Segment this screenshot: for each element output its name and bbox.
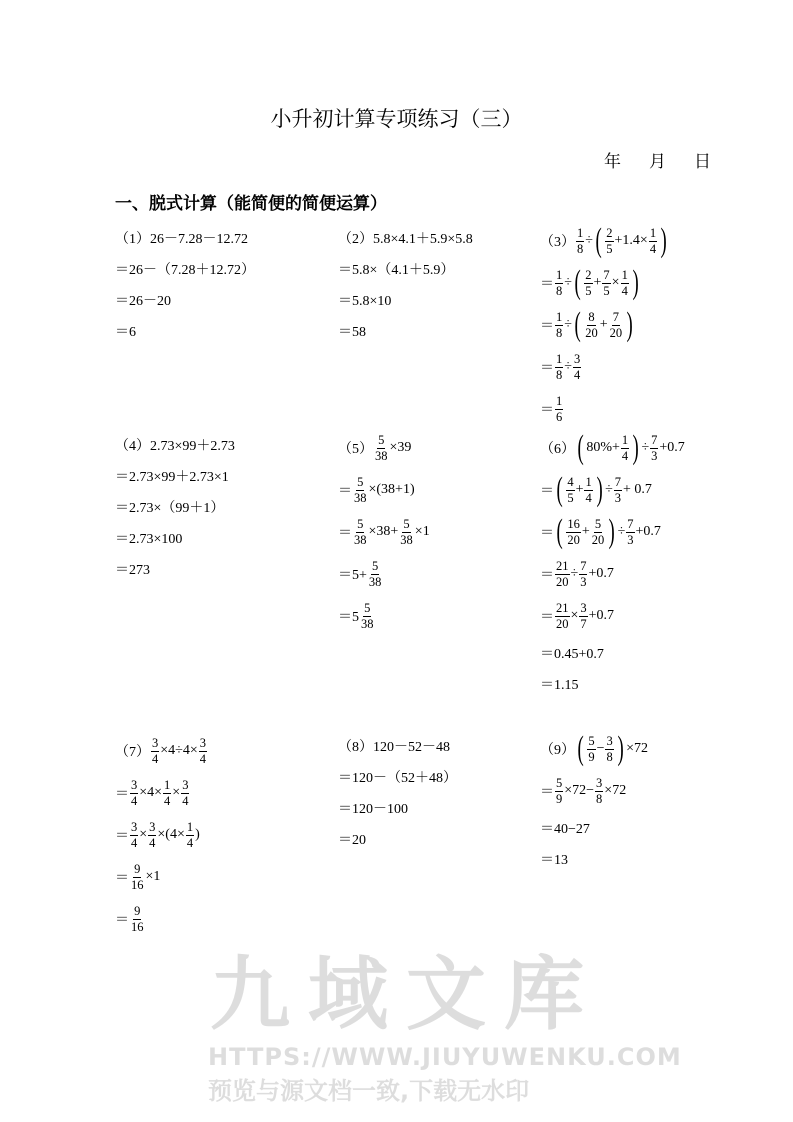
numerator: 3	[149, 819, 156, 834]
denominator: 20	[585, 325, 598, 340]
solution-step	[540, 427, 685, 469]
solution-step	[338, 427, 430, 469]
solution-step	[115, 284, 255, 315]
solution-step	[115, 772, 208, 814]
fraction	[130, 778, 138, 809]
watermark-url: HTTPS://WWW.JIUYUWENKU.COM	[208, 1043, 682, 1071]
numerator: 7	[603, 267, 610, 282]
expr-text: （7）	[115, 745, 150, 760]
numerator: 1	[556, 309, 563, 324]
denominator: 4	[149, 835, 156, 850]
denominator: 38	[368, 574, 382, 589]
numerator: 3	[131, 819, 138, 834]
expr-text: +0.7	[659, 440, 685, 455]
solution-step	[115, 856, 208, 898]
expr-text: ×1	[414, 524, 430, 539]
problem-7	[115, 730, 208, 940]
expr-text: ×	[139, 827, 148, 842]
expr-text: ＝6	[115, 324, 136, 340]
denominator: 8	[606, 749, 613, 764]
denominator: 4	[621, 283, 628, 298]
date-year: 年	[604, 152, 621, 172]
expr-text: ＝	[115, 787, 129, 802]
expr-text: ＝5.8×（4.1＋5.9）	[338, 262, 455, 278]
denominator: 20	[556, 574, 569, 589]
solution-step	[540, 553, 685, 595]
numerator: 3	[596, 775, 603, 790]
expr-text: ×72	[626, 741, 648, 756]
solution-step	[115, 730, 208, 772]
numerator: 5	[403, 516, 410, 531]
expr-text: 80%+	[586, 440, 620, 455]
denominator: 4	[131, 835, 138, 850]
expr-text: ＝	[540, 785, 554, 800]
expr-text: ＝58	[338, 324, 366, 340]
solution-step	[540, 728, 648, 770]
fraction	[595, 776, 603, 807]
numerator: 1	[649, 225, 657, 240]
solution-step	[115, 522, 235, 553]
fraction	[130, 820, 138, 851]
problem-5	[338, 427, 430, 637]
solution-step	[115, 429, 235, 460]
expr-text: +0.7	[588, 566, 614, 581]
fraction	[555, 352, 563, 383]
denominator: 16	[131, 877, 144, 892]
right-paren: )	[617, 730, 624, 767]
right-paren: )	[626, 306, 633, 343]
solution-step	[540, 595, 685, 637]
expr-text: +0.7	[635, 524, 661, 539]
denominator: 7	[580, 616, 587, 631]
expr-text: ＝2.73×（99＋1）	[115, 500, 225, 516]
expr-text: ÷	[641, 440, 650, 455]
solution-step	[115, 460, 235, 491]
numerator: 3	[131, 777, 138, 792]
problem-6	[540, 427, 685, 699]
numerator: 1	[556, 351, 563, 366]
numerator: 5	[378, 432, 385, 447]
solution-step	[540, 469, 685, 511]
denominator: 4	[186, 835, 194, 850]
denominator: 38	[354, 490, 367, 505]
expr-text: （4）2.73×99＋2.73	[115, 438, 235, 454]
fraction	[621, 433, 629, 464]
solution-step	[338, 595, 430, 637]
solution-step	[115, 814, 208, 856]
expr-text: ÷	[564, 275, 572, 290]
fraction	[576, 226, 584, 257]
denominator: 3	[614, 490, 621, 505]
denominator: 4	[199, 751, 206, 766]
fraction	[579, 559, 587, 590]
numerator: 9	[134, 861, 141, 876]
solution-step	[338, 823, 457, 854]
denominator: 4	[131, 793, 138, 808]
solution-step	[115, 491, 235, 522]
numerator: 5	[588, 733, 595, 748]
paren-group	[554, 473, 605, 507]
expr-text: ＝26－（7.28＋12.72）	[115, 262, 255, 278]
denominator: 4	[182, 793, 189, 808]
fraction	[555, 310, 563, 341]
expr-text: ＝5	[338, 610, 359, 625]
fraction	[591, 517, 606, 548]
fraction	[353, 517, 368, 548]
solution-step	[540, 637, 685, 668]
expr-text: ＝	[540, 319, 554, 334]
fraction	[555, 394, 563, 425]
denominator: 3	[651, 448, 658, 463]
fraction	[199, 736, 207, 767]
expr-text: （5）	[338, 442, 373, 457]
fraction	[602, 268, 610, 299]
denominator: 3	[627, 532, 634, 547]
expr-text: ＝	[115, 871, 129, 886]
expr-text: ×	[611, 275, 620, 290]
expr-text: ÷	[605, 482, 613, 497]
solution-step	[115, 553, 235, 584]
numerator: 9	[134, 903, 141, 918]
paren-group	[572, 266, 641, 300]
solution-step	[115, 315, 255, 346]
solution-step	[540, 388, 669, 430]
problem-4	[115, 429, 235, 584]
right-paren: )	[632, 429, 639, 466]
expr-text: ＝40−27	[540, 821, 590, 837]
numerator: 1	[621, 267, 628, 282]
expr-text: ×72	[604, 783, 627, 798]
numerator: 4	[567, 474, 574, 489]
solution-step	[540, 220, 669, 262]
expr-text: ×(4×	[157, 827, 185, 842]
fraction	[186, 820, 194, 851]
expr-text: ×4×	[139, 785, 163, 800]
denominator: 20	[567, 532, 580, 547]
denominator: 5	[585, 283, 592, 298]
expr-text: ＝	[338, 484, 352, 499]
numerator: 2	[585, 267, 592, 282]
fraction	[555, 776, 563, 807]
problem-3	[540, 220, 669, 430]
numerator: 1	[556, 393, 563, 408]
solution-step	[115, 898, 208, 940]
expr-text: （3）	[540, 235, 575, 250]
denominator: 4	[585, 490, 592, 505]
left-paren: (	[556, 471, 563, 508]
problem-8	[338, 730, 457, 854]
fraction	[555, 559, 570, 590]
numerator: 7	[614, 474, 621, 489]
denominator: 38	[400, 532, 413, 547]
denominator: 38	[354, 532, 367, 547]
fraction	[566, 517, 581, 548]
expr-text: ＝20	[338, 832, 366, 848]
expr-text: ＝	[540, 568, 554, 583]
numerator: 3	[606, 733, 613, 748]
problem-1	[115, 222, 255, 346]
fraction	[151, 736, 159, 767]
left-paren: (	[556, 513, 563, 550]
expr-text: ＝0.45+0.7	[540, 646, 604, 662]
expr-text: ×38+	[368, 524, 399, 539]
numerator: 5	[556, 775, 563, 790]
expr-text: ＝	[115, 829, 129, 844]
expr-text: ×72−	[564, 783, 595, 798]
fraction	[609, 310, 624, 341]
watermark-note: 预览与源文档一致,下载无水印	[208, 1077, 530, 1105]
fraction	[374, 433, 389, 464]
numerator: 8	[588, 309, 595, 324]
denominator: 8	[596, 791, 603, 806]
expr-text: ＝	[338, 526, 352, 541]
solution-step	[338, 553, 430, 595]
numerator: 7	[580, 558, 587, 573]
right-paren: )	[596, 471, 603, 508]
left-paren: (	[574, 264, 581, 301]
expr-text: （8）120－52－48	[338, 739, 450, 755]
paren-group	[554, 515, 618, 549]
right-paren: )	[632, 264, 639, 301]
numerator: 5	[364, 600, 371, 615]
denominator: 5	[567, 490, 574, 505]
denominator: 4	[649, 241, 657, 256]
solution-step	[540, 812, 648, 843]
fraction	[181, 778, 189, 809]
fraction	[584, 475, 592, 506]
denominator: 6	[556, 409, 563, 424]
expr-text: ＝	[540, 484, 554, 499]
right-paren: )	[608, 513, 616, 550]
expr-text: ÷	[564, 359, 572, 374]
numerator: 3	[182, 777, 189, 792]
expr-text: ÷	[617, 524, 626, 539]
expr-text: ÷	[570, 566, 579, 581]
denominator: 38	[375, 448, 388, 463]
expr-text: ＝120－100	[338, 801, 408, 817]
numerator: 3	[152, 735, 159, 750]
solution-step	[115, 253, 255, 284]
expr-text: ＝5.8×10	[338, 293, 392, 309]
paren-group	[572, 308, 636, 342]
fraction	[584, 310, 599, 341]
fraction	[148, 820, 156, 851]
denominator: 9	[556, 791, 563, 806]
fraction	[626, 517, 634, 548]
expr-text: （9）	[540, 743, 575, 758]
expr-text: ×	[570, 608, 579, 623]
denominator: 5	[603, 283, 610, 298]
problem-2	[338, 222, 473, 346]
fraction	[587, 734, 595, 765]
solution-step	[540, 770, 648, 812]
denominator: 38	[361, 616, 374, 631]
section-heading: 一、脱式计算（能简便的简便运算）	[115, 194, 387, 214]
expr-text: ＝1.15	[540, 677, 579, 693]
fraction	[621, 268, 629, 299]
expr-text: ＝273	[115, 562, 150, 578]
fraction	[566, 475, 574, 506]
expr-text: +1.4×	[614, 233, 648, 248]
numerator: 5	[357, 474, 364, 489]
numerator: 1	[186, 819, 194, 834]
solution-step	[338, 792, 457, 823]
expr-text: ＝2.73×99＋2.73×1	[115, 469, 229, 485]
denominator: 9	[588, 749, 595, 764]
solution-step	[338, 284, 473, 315]
numerator: 5	[357, 516, 364, 531]
numerator: 3	[580, 600, 587, 615]
expr-text: +	[593, 275, 602, 290]
solution-step	[540, 843, 648, 874]
denominator: 8	[556, 283, 563, 298]
expr-text: ＝	[540, 403, 554, 418]
expr-text: ÷	[585, 233, 593, 248]
fraction	[650, 433, 658, 464]
fraction	[399, 517, 414, 548]
fraction	[614, 475, 622, 506]
expr-text: + 0.7	[623, 482, 652, 497]
solution-step	[338, 469, 430, 511]
paren-group	[593, 224, 669, 258]
denominator: 8	[577, 241, 584, 256]
numerator: 7	[627, 516, 634, 531]
denominator: 4	[164, 793, 171, 808]
expr-text: ＝2.73×100	[115, 531, 183, 547]
fraction	[130, 904, 145, 935]
expr-text: ＝	[115, 913, 129, 928]
fraction	[360, 601, 375, 632]
denominator: 20	[609, 325, 623, 340]
denominator: 5	[606, 241, 613, 256]
fraction	[605, 226, 613, 257]
numerator: 7	[651, 432, 658, 447]
expr-text: +	[575, 482, 584, 497]
denominator: 4	[573, 367, 581, 382]
numerator: 5	[372, 558, 379, 573]
solution-step	[540, 262, 669, 304]
denominator: 20	[556, 616, 569, 631]
expr-text: ＝13	[540, 852, 568, 868]
solution-step	[338, 730, 457, 761]
date-day: 日	[694, 152, 711, 172]
watermark-logo: 九域文库	[210, 948, 602, 1041]
fraction	[649, 226, 657, 257]
date-line	[604, 147, 739, 172]
expr-text: （1）26－7.28－12.72	[115, 231, 248, 247]
paren-group	[575, 431, 641, 465]
denominator: 3	[580, 574, 587, 589]
expr-text: ×39	[389, 440, 412, 455]
expr-text: ＝26－20	[115, 293, 171, 309]
solution-step	[115, 222, 255, 253]
expr-text: )	[195, 827, 200, 842]
expr-text: +	[581, 524, 590, 539]
solution-step	[338, 222, 473, 253]
denominator: 20	[591, 532, 605, 547]
fraction	[163, 778, 171, 809]
solution-step	[540, 304, 669, 346]
solution-step	[338, 511, 430, 553]
fraction	[555, 268, 563, 299]
date-month: 月	[649, 152, 666, 172]
fraction	[130, 862, 145, 893]
expr-text: ＝	[540, 610, 554, 625]
numerator: 1	[164, 777, 171, 792]
denominator: 16	[131, 919, 144, 934]
numerator: 3	[573, 351, 581, 366]
expr-text: ＝	[540, 361, 554, 376]
numerator: 1	[585, 474, 592, 489]
fraction	[555, 601, 570, 632]
numerator: 21	[556, 600, 569, 615]
denominator: 4	[621, 448, 629, 463]
expr-text: （2）5.8×4.1＋5.9×5.8	[338, 231, 473, 247]
numerator: 7	[612, 309, 620, 324]
expr-text: +0.7	[588, 608, 615, 623]
numerator: 1	[621, 432, 629, 447]
denominator: 4	[152, 751, 159, 766]
fraction	[605, 734, 613, 765]
numerator: 2	[606, 225, 613, 240]
right-paren: )	[660, 222, 667, 259]
numerator: 16	[567, 516, 580, 531]
solution-step	[540, 346, 669, 388]
fraction	[368, 559, 383, 590]
solution-step	[338, 315, 473, 346]
expr-text: ×4÷4×	[160, 743, 198, 758]
expr-text: ＝5+	[338, 568, 367, 583]
expr-text: ÷	[564, 317, 572, 332]
solution-step	[540, 511, 685, 553]
left-paren: (	[577, 730, 584, 767]
solution-step	[338, 761, 457, 792]
expr-text: ×	[172, 785, 181, 800]
expr-text: ＝	[540, 277, 554, 292]
numerator: 5	[594, 516, 602, 531]
paren-group	[575, 732, 626, 766]
denominator: 8	[556, 325, 563, 340]
left-paren: (	[595, 222, 602, 259]
fraction	[573, 352, 581, 383]
problem-9	[540, 728, 648, 874]
left-paren: (	[574, 306, 581, 343]
left-paren: (	[577, 429, 584, 466]
numerator: 21	[556, 558, 569, 573]
expr-text: （6）	[540, 442, 575, 457]
solution-step	[540, 668, 685, 699]
numerator: 3	[199, 735, 206, 750]
page-title: 小升初计算专项练习（三）	[270, 107, 523, 131]
fraction	[353, 475, 368, 506]
expr-text: ＝120－（52＋48）	[338, 770, 457, 786]
expr-text: ×1	[145, 869, 161, 884]
expr-text: −	[596, 741, 605, 756]
solution-step	[338, 253, 473, 284]
numerator: 1	[556, 267, 563, 282]
fraction	[584, 268, 592, 299]
expr-text: +	[599, 317, 608, 332]
fraction	[579, 601, 587, 632]
numerator: 1	[577, 225, 584, 240]
expr-text: ＝	[540, 526, 554, 541]
denominator: 8	[556, 367, 563, 382]
expr-text: ×(38+1)	[368, 482, 415, 497]
